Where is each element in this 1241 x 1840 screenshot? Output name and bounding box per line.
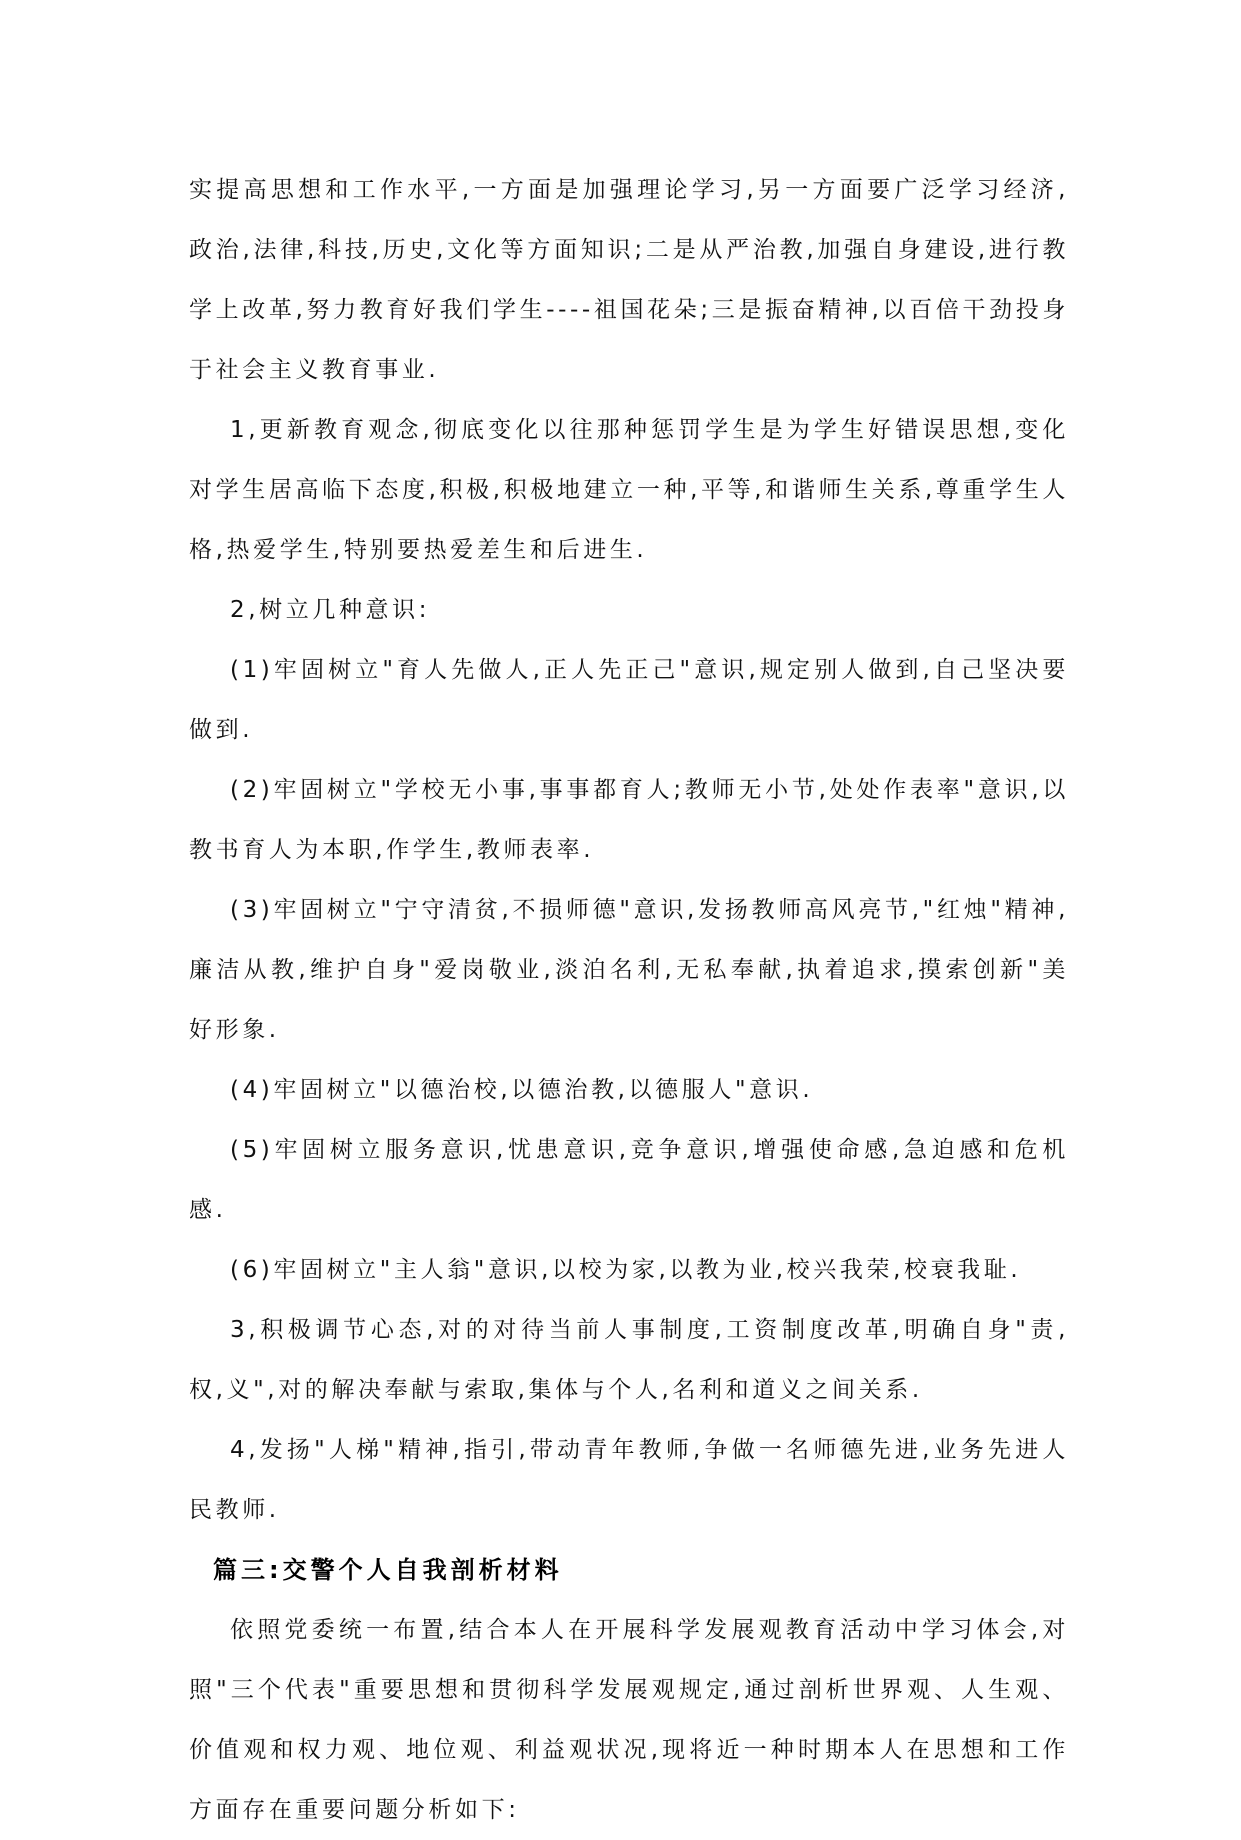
paragraph-point-3: 3,积极调节心态,对的对待当前人事制度,工资制度改革,明确自身"责,权,义",对的解决奉献与索取,集体与个人,名利和道义之间关系.	[189, 1317, 1069, 1403]
paragraph-item-6: (6)牢固树立"主人翁"意识,以校为家,以教为业,校兴我荣,校衰我耻.	[230, 1257, 1022, 1283]
paragraph-item-4: (4)牢固树立"以德治校,以德治教,以德服人"意识.	[230, 1077, 814, 1103]
paragraph-item-5: (5)牢固树立服务意识,忧患意识,竞争意识,增强使命感,急迫感和危机感.	[189, 1137, 1069, 1223]
paragraph-item-1: (1)牢固树立"育人先做人,正人先正己"意识,规定别人做到,自己坚决要做到.	[189, 657, 1069, 743]
paragraph-continuation: 实提高思想和工作水平,一方面是加强理论学习,另一方面要广泛学习经济,政治,法律,科技,历史,文化等方面知识;二是从严治教,加强自身建设,进行教学上改革,努力教育好我们学生----祖国花朵;三是振奋精神,以百倍干劲投身于社会主义教育事业.	[189, 177, 1069, 383]
paragraph-item-3: (3)牢固树立"宁守清贫,不损师德"意识,发扬教师高风亮节,"红烛"精神,廉洁从教,维护自身"爱岗敬业,淡泊名利,无私奉献,执着追求,摸索创新"美好形象.	[189, 897, 1069, 1043]
paragraph-item-2: (2)牢固树立"学校无小事,事事都育人;教师无小节,处处作表率"意识,以教书育人为本职,作学生,教师表率.	[189, 777, 1069, 863]
paragraph-point-1: 1,更新教育观念,彻底变化以往那种惩罚学生是为学生好错误思想,变化对学生居高临下态度,积极,积极地建立一种,平等,和谐师生关系,尊重学生人格,热爱学生,特别要热爱差生和后进生.	[189, 417, 1069, 563]
document-body	[189, 160, 1069, 1840]
paragraph-section-intro: 依照党委统一布置,结合本人在开展科学发展观教育活动中学习体会,对照"三个代表"重要思想和贯彻科学发展观规定,通过剖析世界观、人生观、价值观和权力观、地位观、利益观状况,现将近一种时期本人在思想和工作方面存在重要问题分析如下:	[189, 1617, 1069, 1823]
paragraph-point-2: 2,树立几种意识:	[230, 597, 431, 623]
paragraph-point-4: 4,发扬"人梯"精神,指引,带动青年教师,争做一名师德先进,业务先进人民教师.	[189, 1437, 1069, 1523]
section-heading: 篇三:交警个人自我剖析材料	[213, 1556, 563, 1584]
